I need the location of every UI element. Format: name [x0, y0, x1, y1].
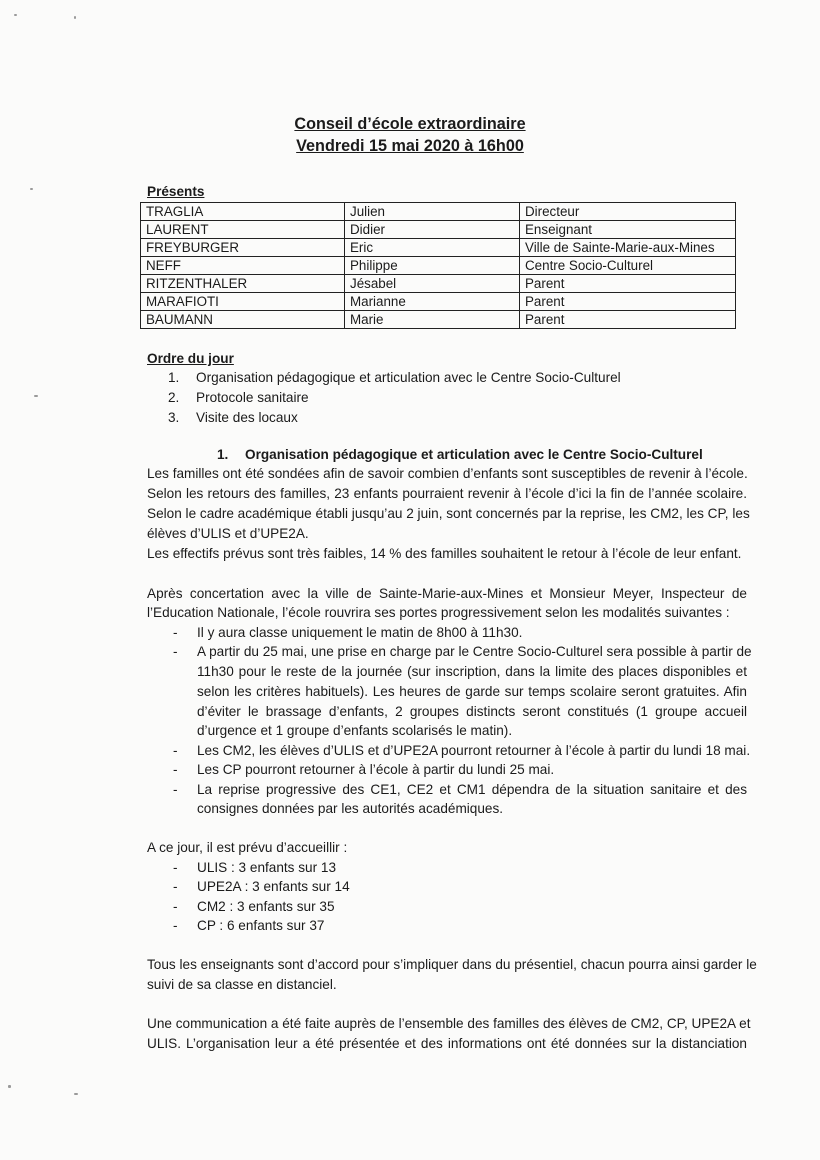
bullet-text: d’éviter le brassage d’enfants, 2 groupes distincts seront constitués (1 groupe accueil: [197, 704, 747, 719]
attendee-firstname: Jésabel: [345, 275, 520, 293]
paragraph-line: Selon les retours des familles, 23 enfants pourraient revenir à l’école d’ici la fin de l’année scolaire.: [147, 486, 747, 501]
paragraph-line: l’Education Nationale, l’école rouvrira ses portes progressivement selon les modalités suivantes :: [147, 605, 730, 620]
attendee-surname: BAUMANN: [141, 311, 345, 329]
attendee-surname: MARAFIOTI: [141, 293, 345, 311]
paragraph-line: Les effectifs prévus sont très faibles, 14 % des familles souhaitent le retour à l’école de leur enfant.: [147, 546, 742, 561]
presents-heading: Présents: [147, 184, 205, 199]
scan-speck: [30, 188, 33, 190]
bullet-text: Il y aura classe uniquement le matin de 8h00 à 11h30.: [197, 625, 523, 640]
attendee-firstname: Eric: [345, 239, 520, 257]
list-item: [168, 368, 621, 388]
bullet-dash: -: [173, 625, 178, 640]
bullet-dash: -: [173, 762, 178, 777]
scan-speck: [34, 395, 38, 397]
list-item: [168, 388, 621, 408]
paragraph-line: Tous les enseignants sont d’accord pour s’impliquer dans du présentiel, chacun pourra ainsi garder le: [147, 957, 757, 972]
paragraph-line: Après concertation avec la ville de Sainte-Marie-aux-Mines et Monsieur Meyer, Inspecteur de: [147, 586, 747, 601]
bullet-text: consignes données par les autorités académiques.: [197, 801, 504, 816]
paragraph-line: Les familles ont été sondées afin de savoir combien d’enfants sont susceptibles de revenir à l’école.: [147, 466, 748, 481]
agenda-number: 3.: [168, 410, 180, 425]
attendee-firstname: Julien: [345, 203, 520, 221]
bullet-dash: -: [173, 782, 178, 797]
agenda-list: [168, 368, 621, 428]
table-row: [141, 257, 736, 275]
attendee-role: Directeur: [520, 203, 736, 221]
bullet-dash: -: [173, 879, 178, 894]
attendee-surname: TRAGLIA: [141, 203, 345, 221]
bullet-text: CP : 6 enfants sur 37: [197, 918, 325, 933]
title-line-1: Conseil d’école extraordinaire: [294, 115, 526, 133]
paragraph-line: Une communication a été faite auprès de l’ensemble des familles des élèves de CM2, CP, UPE2A et: [147, 1016, 751, 1031]
bullet-text: 11h30 pour le reste de la journée (sur inscription, dans la limite des places disponibles et: [197, 664, 747, 679]
paragraph-line: ULIS. L’organisation leur a été présentée et des informations ont été données sur la distanciation: [147, 1036, 747, 1051]
attendee-role: Enseignant: [520, 221, 736, 239]
title-line-2: Vendredi 15 mai 2020 à 16h00: [296, 137, 524, 155]
table-row: [141, 311, 736, 329]
bullet-text: d’urgence et 1 groupe d’enfants scolarisés le matin).: [197, 723, 513, 738]
agenda-text: Organisation pédagogique et articulation avec le Centre Socio-Culturel: [196, 370, 621, 385]
agenda-number: 2.: [168, 390, 180, 405]
bullet-text: Les CP pourront retourner à l’école à partir du lundi 25 mai.: [197, 762, 555, 777]
agenda-number: 1.: [168, 370, 180, 385]
section-title: Organisation pédagogique et articulation avec le Centre Socio-Culturel: [245, 447, 703, 462]
document-title: [0, 113, 820, 157]
attendee-surname: FREYBURGER: [141, 239, 345, 257]
section-number: 1.: [217, 447, 229, 462]
scan-speck: [74, 16, 76, 19]
list-item: [168, 408, 621, 428]
section-heading: [217, 445, 703, 464]
attendee-role: Parent: [520, 293, 736, 311]
paragraph-line: Selon le cadre académique établi jusqu’au 2 juin, sont concernés par la reprise, les CM2, les CP, les: [147, 506, 750, 521]
attendees-table: [140, 202, 736, 329]
attendee-firstname: Didier: [345, 221, 520, 239]
attendee-surname: NEFF: [141, 257, 345, 275]
bullet-dash: -: [173, 860, 178, 875]
paragraph-line: élèves d’ULIS et d’UPE2A.: [147, 526, 309, 541]
scan-speck: [14, 14, 17, 16]
table-row: [141, 203, 736, 221]
attendee-role: Parent: [520, 311, 736, 329]
paragraph-line: suivi de sa classe en distanciel.: [147, 977, 337, 992]
bullet-dash: -: [173, 644, 178, 659]
bullet-dash: -: [173, 899, 178, 914]
attendee-firstname: Philippe: [345, 257, 520, 275]
table-row: [141, 239, 736, 257]
bullet-dash: -: [173, 918, 178, 933]
bullet-text: ULIS : 3 enfants sur 13: [197, 860, 337, 875]
attendee-role: Parent: [520, 275, 736, 293]
table-row: [141, 221, 736, 239]
scan-speck: [74, 1093, 78, 1095]
table-row: [141, 275, 736, 293]
paragraph-line: A ce jour, il est prévu d’accueillir :: [147, 840, 348, 855]
bullet-text: A partir du 25 mai, une prise en charge par le Centre Socio-Culturel sera possible à partir de: [197, 644, 752, 659]
bullet-text: UPE2A : 3 enfants sur 14: [197, 879, 350, 894]
bullet-text: CM2 : 3 enfants sur 35: [197, 899, 335, 914]
scan-speck: [8, 1085, 11, 1088]
table-row: [141, 293, 736, 311]
agenda-heading: Ordre du jour: [147, 351, 234, 366]
attendee-firstname: Marie: [345, 311, 520, 329]
bullet-text: Les CM2, les élèves d’ULIS et d’UPE2A pourront retourner à l’école à partir du lundi 18 mai.: [197, 743, 751, 758]
attendee-surname: RITZENTHALER: [141, 275, 345, 293]
attendee-role: Centre Socio-Culturel: [520, 257, 736, 275]
attendee-firstname: Marianne: [345, 293, 520, 311]
agenda-text: Protocole sanitaire: [196, 390, 309, 405]
attendee-role: Ville de Sainte-Marie-aux-Mines: [520, 239, 736, 257]
bullet-dash: -: [173, 743, 178, 758]
attendee-surname: LAURENT: [141, 221, 345, 239]
agenda-text: Visite des locaux: [196, 410, 298, 425]
bullet-text: La reprise progressive des CE1, CE2 et CM1 dépendra de la situation sanitaire et des: [197, 782, 747, 797]
bullet-text: selon les critères habituels). Les heures de garde sur temps scolaire seront gratuites. Afin: [197, 684, 747, 699]
